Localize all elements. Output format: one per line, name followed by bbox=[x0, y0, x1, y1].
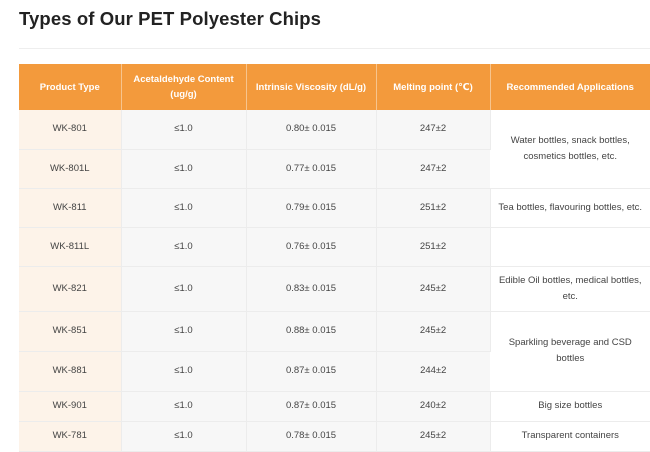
cell-melting-point: 245±2 bbox=[376, 266, 490, 311]
cell-viscosity: 0.77± 0.015 bbox=[246, 149, 376, 188]
header-product-type: Product Type bbox=[19, 64, 121, 110]
cell-melting-point: 251±2 bbox=[376, 188, 490, 227]
cell-melting-point: 244±2 bbox=[376, 351, 490, 391]
cell-acetaldehyde: ≤1.0 bbox=[121, 227, 246, 266]
cell-viscosity: 0.79± 0.015 bbox=[246, 188, 376, 227]
cell-acetaldehyde: ≤1.0 bbox=[121, 149, 246, 188]
header-acetaldehyde: Acetaldehyde Content (ug/g) bbox=[121, 64, 246, 110]
table-row bbox=[19, 391, 650, 421]
cell-viscosity: 0.78± 0.015 bbox=[246, 421, 376, 451]
cell-viscosity: 0.83± 0.015 bbox=[246, 266, 376, 311]
table-row bbox=[19, 421, 650, 451]
cell-product-type: WK-901 bbox=[19, 391, 121, 421]
table-header-row bbox=[19, 64, 650, 110]
cell-application: Transparent containers bbox=[490, 421, 650, 451]
cell-acetaldehyde: ≤1.0 bbox=[121, 266, 246, 311]
cell-viscosity: 0.80± 0.015 bbox=[246, 110, 376, 149]
header-applications: Recommended Applications bbox=[490, 64, 650, 110]
page-title: Types of Our PET Polyester Chips bbox=[19, 8, 322, 29]
cell-acetaldehyde: ≤1.0 bbox=[121, 110, 246, 149]
cell-acetaldehyde: ≤1.0 bbox=[121, 188, 246, 227]
cell-melting-point: 247±2 bbox=[376, 149, 490, 188]
cell-application bbox=[490, 227, 650, 266]
cell-application: Water bottles, snack bottles, cosmetics bottles, etc. bbox=[490, 110, 650, 188]
cell-viscosity: 0.76± 0.015 bbox=[246, 227, 376, 266]
cell-acetaldehyde: ≤1.0 bbox=[121, 311, 246, 351]
header-viscosity: Intrinsic Viscosity (dL/g) bbox=[246, 64, 376, 110]
cell-viscosity: 0.87± 0.015 bbox=[246, 391, 376, 421]
cell-application: Tea bottles, flavouring bottles, etc. bbox=[490, 188, 650, 227]
cell-product-type: WK-801L bbox=[19, 149, 121, 188]
cell-melting-point: 247±2 bbox=[376, 110, 490, 149]
cell-acetaldehyde: ≤1.0 bbox=[121, 391, 246, 421]
cell-product-type: WK-811 bbox=[19, 188, 121, 227]
cell-melting-point: 245±2 bbox=[376, 421, 490, 451]
cell-product-type: WK-801 bbox=[19, 110, 121, 149]
cell-product-type: WK-851 bbox=[19, 311, 121, 351]
cell-melting-point: 245±2 bbox=[376, 311, 490, 351]
cell-melting-point: 251±2 bbox=[376, 227, 490, 266]
cell-product-type: WK-811L bbox=[19, 227, 121, 266]
table-row bbox=[19, 188, 650, 227]
table-row bbox=[19, 110, 650, 149]
table-row bbox=[19, 311, 650, 351]
cell-viscosity: 0.88± 0.015 bbox=[246, 311, 376, 351]
cell-application: Edible Oil bottles, medical bottles, etc. bbox=[490, 266, 650, 311]
cell-application: Big size bottles bbox=[490, 391, 650, 421]
cell-product-type: WK-781 bbox=[19, 421, 121, 451]
cell-acetaldehyde: ≤1.0 bbox=[121, 351, 246, 391]
cell-application: Sparkling beverage and CSD bottles bbox=[490, 311, 650, 391]
cell-product-type: WK-821 bbox=[19, 266, 121, 311]
cell-melting-point: 240±2 bbox=[376, 391, 490, 421]
table-row bbox=[19, 266, 650, 311]
cell-viscosity: 0.87± 0.015 bbox=[246, 351, 376, 391]
header-melting-point: Melting point (℃) bbox=[376, 64, 490, 110]
cell-product-type: WK-881 bbox=[19, 351, 121, 391]
table-row bbox=[19, 227, 650, 266]
pet-chips-table bbox=[19, 64, 650, 452]
title-divider bbox=[19, 48, 650, 49]
cell-acetaldehyde: ≤1.0 bbox=[121, 421, 246, 451]
